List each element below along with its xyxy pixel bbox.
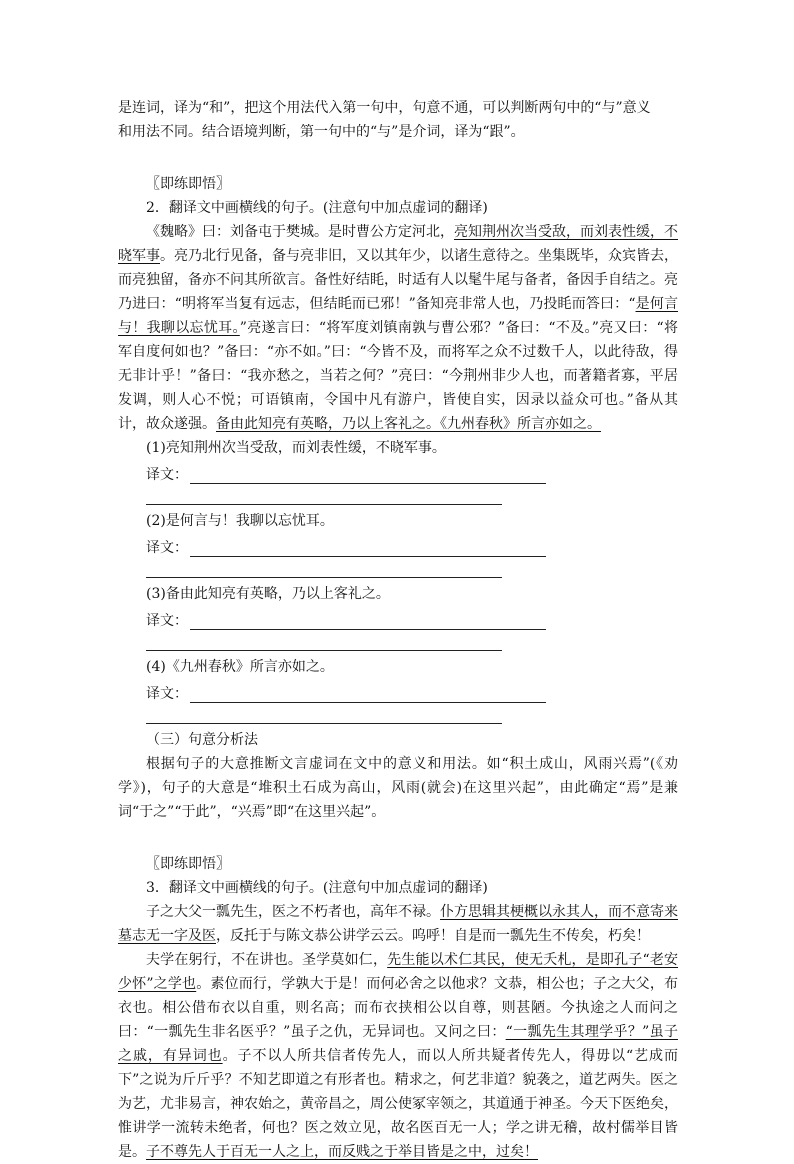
translation-label: 译文： bbox=[146, 467, 188, 483]
exercise-2-heading: 〖即练即悟〗 bbox=[146, 176, 230, 192]
exercise-2-passage: 《魏略》曰：刘备屯于樊城。是时曹公方定河北，亮知荆州次当受敌，而刘表性缓，不晓军事。亮乃北行见备，备与亮非旧，又以其年少，以诸生意待之。坐集既毕，众宾皆去，而亮独留，备亦不问其所欲言。备性好结眊，时适有人以髦牛尾与备者，备因手自结之。亮乃进曰：“明将军当复有远志，但结眊而已邪！”备知亮非常人也，乃投眊而答曰：“是何言与！我聊以忘忧耳。”亮遂言曰：“将军度刘镇南孰与曹公邪？”备曰：“不及。”亮又曰：“将军自度何如也？”备曰：“亦不如。”曰：“今皆不及，而将军之众不过数千人，以此待敌，得无非计乎！”备曰：“我亦愁之，当若之何？”亮曰：“今荆州非少人也，而著籍者寡，平居发调，则人心不悦；可语镇南，令国中凡有游户，皆使自实，因录以益众可也。”备从其计，故众遂强。备由此知亮有英略，乃以上客礼之。《九州春秋》所言亦如之。 bbox=[118, 224, 678, 432]
translation-label: 译文： bbox=[146, 540, 188, 556]
exercise-3-paragraph-2: 夫学在躬行，不在讲也。圣学莫如仁，先生能以术仁其民，使无夭札，是即孔子“老安少怀”之学也。素位而行，学孰大于是！而何必舍之以他求？文恭，相公也；子之大父，布衣也。相公借布衣以自重，则名高；而布衣挟相公以自尊，则甚陋。今执途之人而问之曰：“一瓢先生非名医乎？”虽子之仇，无异词也。又问之曰：“一瓢先生其理学乎？”虽子之戚，有异词也。子不以人所共信者传先人，而以人所共疑者传先人，得毋以“艺成而下”之说为斤斤乎？不知艺即道之有形者也。精求之，何艺非道？貌袭之，道艺两失。医之为艺，尤非易言，神农始之，黄帝昌之，周公使冢宰领之，其道通于神圣。今天下医绝矣，惟讲学一流转未绝者，何也？医之效立见，故名医百无一人；学之讲无稽，故村儒举目皆是。子不尊先人于百无一人之上，而反贱之于举目皆是之中，过矣！ bbox=[118, 952, 679, 1160]
answer-line[interactable] bbox=[146, 557, 502, 578]
answer-line[interactable] bbox=[190, 467, 546, 484]
translation-row-4 bbox=[118, 679, 678, 703]
exercise-2-title: 2．翻译文中画横线的句子。(注意句中加点虚词的翻译) bbox=[146, 200, 488, 216]
method-body: 根据句子的大意推断文言虚词在文中的意义和用法。如“积土成山，风雨兴焉”(《劝学》)，句子的大意是“堆积土石成为高山，风雨(就会)在这里兴起”，由此确定“焉”是兼词“于之”“于此”，“兴焉”即“在这里兴起”。 bbox=[118, 756, 678, 820]
answer-line[interactable] bbox=[146, 703, 502, 724]
underlined-sentence-c: “一瓢先生其理学乎？”虽子之戚，有异词也 bbox=[118, 1024, 678, 1064]
question-item-4: (4)《九州春秋》所言亦如之。 bbox=[146, 659, 334, 675]
underlined-sentence-2: 是何言与！我聊以忘忧耳。 bbox=[118, 296, 678, 336]
underlined-sentence-1: 亮知荆州次当受敌，而刘表性缓，不晓军事 bbox=[118, 224, 678, 264]
underlined-sentence-a: 仆方思辑其梗概以永其人，而不意寄来墓志无一字及医 bbox=[118, 904, 678, 944]
translation-row-3 bbox=[118, 606, 678, 630]
translation-label: 译文： bbox=[146, 613, 188, 629]
intro-line-1: 是连词，译为“和”，把这个用法代入第一句中，句意不通，可以判断两句中的“与”意义 bbox=[118, 100, 651, 116]
answer-line[interactable] bbox=[190, 540, 546, 557]
answer-line[interactable] bbox=[190, 686, 546, 703]
underlined-sentence-b: 先生能以术仁其民，使无夭札，是即孔子“老安少怀”之学也 bbox=[118, 952, 679, 992]
answer-line[interactable] bbox=[146, 484, 502, 505]
translation-label: 译文： bbox=[146, 686, 188, 702]
underlined-sentence-d: 子不尊先人于百无一人之上，而反贱之于举目皆是之中，过矣！ bbox=[146, 1144, 538, 1160]
translation-row-2 bbox=[118, 533, 678, 557]
method-heading: （三）句意分析法 bbox=[146, 732, 258, 748]
answer-line[interactable] bbox=[146, 630, 502, 651]
question-item-3: (3)备由此知亮有英略，乃以上客礼之。 bbox=[146, 586, 390, 602]
exercise-3-heading: 〖即练即悟〗 bbox=[146, 856, 230, 872]
answer-line[interactable] bbox=[190, 613, 546, 630]
question-item-2: (2)是何言与！我聊以忘忧耳。 bbox=[146, 513, 334, 529]
exercise-3-paragraph-1: 子之大父一瓢先生，医之不朽者也，高年不禄。仆方思辑其梗概以永其人，而不意寄来墓志无一字及医，反托于与陈文恭公讲学云云。呜呼！自是而一瓢先生不传矣，朽矣！ bbox=[118, 904, 678, 944]
intro-line-2: 和用法不同。结合语境判断，第一句中的“与”是介词，译为“跟”。 bbox=[118, 124, 525, 140]
document-page bbox=[118, 96, 678, 1164]
underlined-sentence-3: 备由此知亮有英略，乃以上客礼之。《九州春秋》所言亦如之。 bbox=[216, 416, 601, 432]
question-item-1: (1)亮知荆州次当受敌，而刘表性缓，不晓军事。 bbox=[146, 440, 446, 456]
translation-row-1 bbox=[118, 460, 678, 484]
exercise-3-title: 3．翻译文中画横线的句子。(注意句中加点虚词的翻译) bbox=[146, 880, 488, 896]
